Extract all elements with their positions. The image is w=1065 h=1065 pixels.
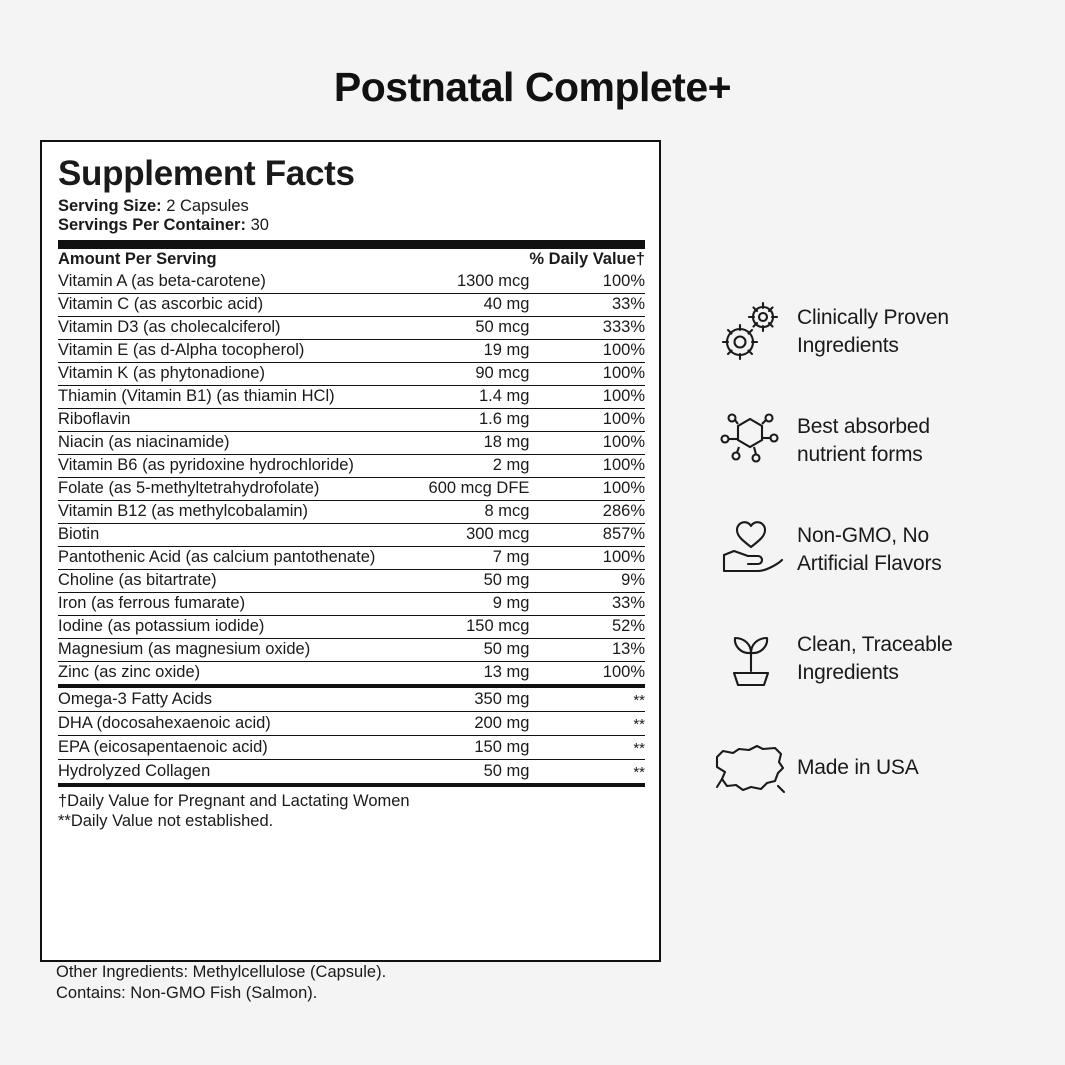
nutrient-amount: 300 mcg	[416, 523, 530, 546]
nutrient-amount: 90 mcg	[416, 362, 530, 385]
nutrient-amount: 600 mcg DFE	[416, 477, 530, 500]
nutrient-amount: 350 mg	[416, 686, 530, 712]
table-row	[58, 661, 645, 686]
benefit-item	[705, 404, 1045, 478]
benefit-line-1: Clinically Proven	[797, 305, 949, 329]
nutrient-name: Biotin	[58, 523, 416, 546]
nutrient-name: EPA (eicosapentaenoic acid)	[58, 735, 416, 759]
table-row	[58, 271, 645, 294]
nutrient-name: Vitamin A (as beta-carotene)	[58, 271, 416, 294]
gears-icon	[705, 296, 797, 368]
nutrition-table	[58, 249, 645, 783]
nutrient-daily-value: 100%	[529, 431, 645, 454]
nutrient-daily-value: 100%	[529, 477, 645, 500]
nutrient-name: Iodine (as potassium iodide)	[58, 615, 416, 638]
nutrient-amount: 9 mg	[416, 592, 530, 615]
benefit-line-2: nutrient forms	[797, 443, 923, 466]
nutrient-name: Pantothenic Acid (as calcium pantothenate)	[58, 546, 416, 569]
table-row	[58, 735, 645, 759]
nutrient-amount: 50 mg	[416, 569, 530, 592]
column-header-amount: Amount Per Serving	[58, 249, 217, 268]
serving-size-value: 2 Capsules	[166, 196, 249, 215]
servings-per-container-label: Servings Per Container:	[58, 216, 246, 235]
nutrient-daily-value: 100%	[529, 271, 645, 294]
benefit-line-1: Made in USA	[797, 755, 919, 779]
column-header-spacer	[416, 249, 530, 271]
hand-heart-icon	[705, 514, 797, 586]
benefit-item	[705, 622, 1045, 696]
benefit-text	[797, 754, 919, 782]
nutrient-name: Hydrolyzed Collagen	[58, 761, 211, 780]
serving-size-line	[58, 197, 645, 216]
benefit-line-1: Non-GMO, No	[797, 523, 929, 547]
contains-line: Contains: Non-GMO Fish (Salmon).	[56, 984, 318, 1003]
nutrient-name: Vitamin K (as phytonadione)	[58, 362, 416, 385]
nutrient-daily-value: **	[529, 711, 645, 735]
benefit-text	[797, 631, 953, 688]
nutrient-name: Vitamin E (as d-Alpha tocopherol)	[58, 339, 416, 362]
table-row	[58, 592, 645, 615]
table-row	[58, 362, 645, 385]
nutrient-amount: 1300 mcg	[416, 271, 530, 294]
nutrient-amount: 50 mg	[416, 638, 530, 661]
footnote-daily-value: †Daily Value for Pregnant and Lactating Women	[58, 791, 410, 810]
panel-divider-thick	[58, 240, 645, 249]
nutrient-daily-value: 286%	[529, 500, 645, 523]
benefit-line-1: Best absorbed	[797, 414, 930, 438]
nutrient-name: Vitamin B12 (as methylcobalamin)	[58, 500, 416, 523]
table-row	[58, 316, 645, 339]
benefit-line-2: Ingredients	[797, 334, 899, 357]
nutrient-daily-value: 100%	[529, 362, 645, 385]
benefit-item	[705, 731, 1045, 805]
table-row	[58, 759, 645, 783]
nutrient-amount: 19 mg	[416, 339, 530, 362]
nutrient-name: Folate (as 5-methyltetrahydrofolate)	[58, 477, 416, 500]
nutrient-name: Zinc (as zinc oxide)	[58, 661, 416, 686]
nutrient-name: Vitamin B6 (as pyridoxine hydrochloride)	[58, 454, 416, 477]
table-row	[58, 546, 645, 569]
supplement-facts-title: Supplement Facts	[58, 154, 355, 193]
nutrient-amount: 7 mg	[416, 546, 530, 569]
benefit-text	[797, 304, 949, 361]
table-row	[58, 339, 645, 362]
benefit-line-2: Artificial Flavors	[797, 552, 942, 575]
nutrient-amount: 50 mcg	[416, 316, 530, 339]
nutrient-daily-value: 52%	[529, 615, 645, 638]
table-row	[58, 615, 645, 638]
nutrient-amount: 200 mg	[416, 711, 530, 735]
serving-size-label: Serving Size:	[58, 196, 162, 215]
usa-map-icon	[705, 732, 797, 804]
benefit-item	[705, 295, 1045, 369]
benefit-line-1: Clean, Traceable	[797, 632, 953, 656]
nutrient-daily-value: 33%	[529, 592, 645, 615]
nutrient-daily-value: 857%	[529, 523, 645, 546]
nutrient-name: DHA (docosahexaenoic acid)	[58, 711, 416, 735]
nutrient-daily-value: 100%	[529, 385, 645, 408]
nutrient-amount: 150 mcg	[416, 615, 530, 638]
nutrient-daily-value: 100%	[529, 546, 645, 569]
nutrient-name: Choline (as bitartrate)	[58, 569, 416, 592]
supplement-facts-panel	[40, 140, 661, 962]
table-row	[58, 686, 645, 712]
column-header-daily-value: % Daily Value†	[529, 249, 645, 268]
table-row	[58, 711, 645, 735]
table-row	[58, 523, 645, 546]
sprout-icon	[705, 623, 797, 695]
nutrient-daily-value: 13%	[529, 638, 645, 661]
table-row	[58, 477, 645, 500]
table-row	[58, 569, 645, 592]
table-header-row	[58, 249, 645, 271]
table-row	[58, 500, 645, 523]
molecule-icon	[705, 405, 797, 477]
benefit-text	[797, 413, 930, 470]
nutrient-name: Omega-3 Fatty Acids	[58, 686, 416, 712]
servings-per-container-value: 30	[250, 216, 269, 235]
benefits-list	[705, 295, 1045, 805]
nutrient-name: Magnesium (as magnesium oxide)	[58, 638, 416, 661]
nutrient-amount: 1.4 mg	[416, 385, 530, 408]
nutrient-name: Riboflavin	[58, 408, 416, 431]
nutrient-name: Vitamin C (as ascorbic acid)	[58, 293, 416, 316]
footnotes	[58, 787, 645, 832]
servings-per-container-line	[58, 216, 645, 235]
nutrient-amount: 13 mg	[416, 661, 530, 686]
other-ingredients	[56, 962, 386, 1005]
nutrient-daily-value: **	[633, 763, 645, 781]
benefit-item	[705, 513, 1045, 587]
nutrient-amount: 2 mg	[416, 454, 530, 477]
nutrient-daily-value: 9%	[529, 569, 645, 592]
nutrient-name: Thiamin (Vitamin B1) (as thiamin HCl)	[58, 385, 416, 408]
benefit-line-2: Ingredients	[797, 661, 899, 684]
footnote-not-established: **Daily Value not established.	[58, 812, 274, 831]
nutrient-daily-value: 100%	[529, 408, 645, 431]
other-ingredients-line: Other Ingredients: Methylcellulose (Capsule).	[56, 963, 387, 981]
benefit-text	[797, 522, 942, 579]
page-title: Postnatal Complete+	[333, 64, 732, 110]
nutrient-amount: 8 mcg	[416, 500, 530, 523]
table-row	[58, 385, 645, 408]
nutrient-name: Iron (as ferrous fumarate)	[58, 592, 416, 615]
nutrient-daily-value: 100%	[529, 661, 645, 686]
table-row	[58, 431, 645, 454]
nutrient-amount: 1.6 mg	[416, 408, 530, 431]
nutrient-name: Vitamin D3 (as cholecalciferol)	[58, 316, 416, 339]
table-row	[58, 638, 645, 661]
nutrient-amount: 150 mg	[416, 735, 530, 759]
table-row	[58, 454, 645, 477]
nutrient-daily-value: 100%	[529, 454, 645, 477]
nutrient-daily-value: **	[529, 686, 645, 712]
nutrient-amount: 40 mg	[416, 293, 530, 316]
nutrient-daily-value: 33%	[529, 293, 645, 316]
nutrient-daily-value: 100%	[529, 339, 645, 362]
nutrient-daily-value: **	[529, 735, 645, 759]
table-row	[58, 408, 645, 431]
nutrient-amount: 18 mg	[416, 431, 530, 454]
nutrient-amount: 50 mg	[483, 761, 530, 780]
table-row	[58, 293, 645, 316]
nutrient-daily-value: 333%	[529, 316, 645, 339]
nutrient-name: Niacin (as niacinamide)	[58, 431, 416, 454]
